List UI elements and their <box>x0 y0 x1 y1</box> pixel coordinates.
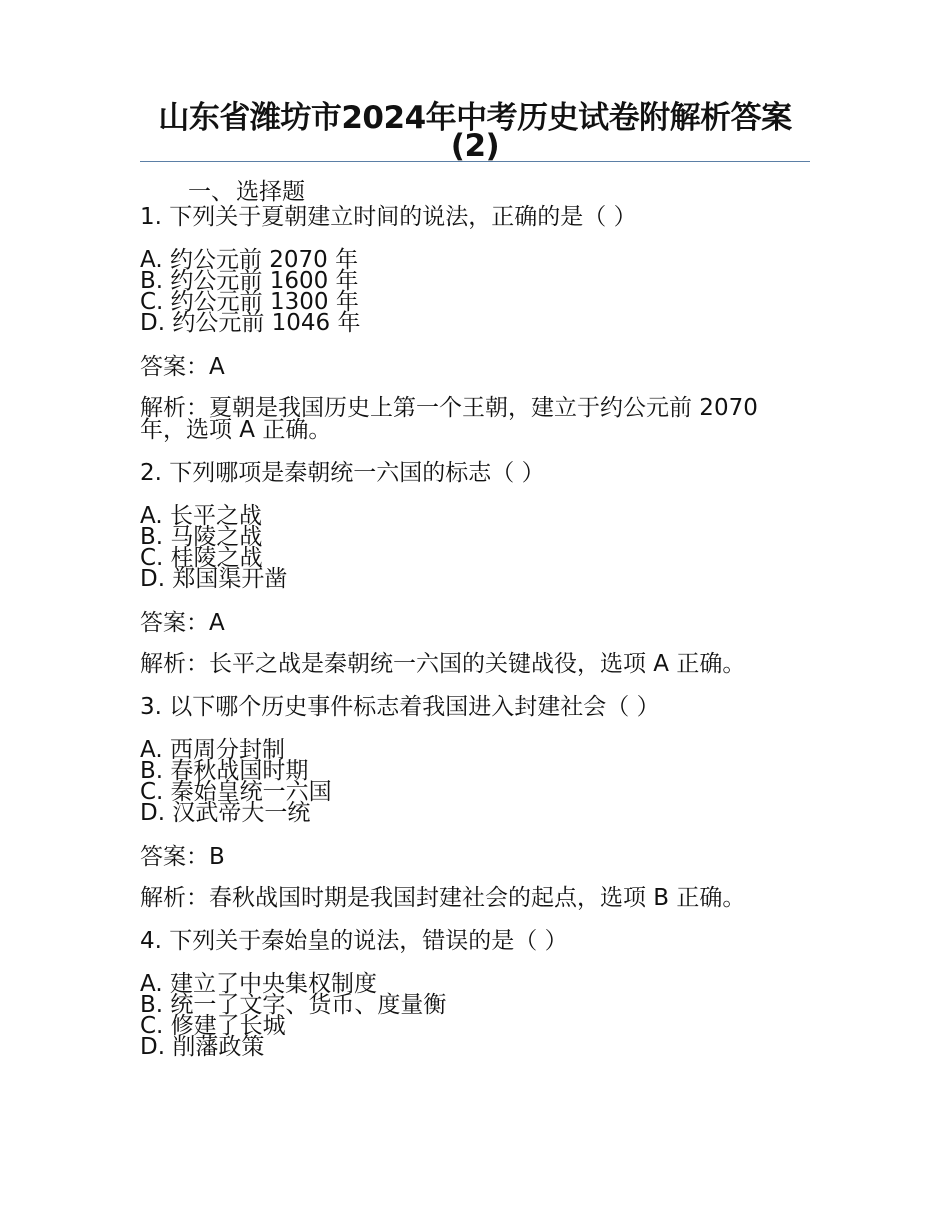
option-d: D. 汉武帝大一统 <box>140 800 311 826</box>
document-title: 山东省潍坊市2024年中考历史试卷附解析答案(2) <box>158 100 792 164</box>
question-stem: 1. 下列关于夏朝建立时间的说法，正确的是（ ） <box>140 204 637 230</box>
section-label: 选择题 <box>236 179 305 205</box>
option-d: D. 约公元前 1046 年 <box>140 310 361 336</box>
option-c: C. 秦始皇统一六国 <box>140 779 332 805</box>
answer-value: A <box>209 354 225 380</box>
option-a: A. 建立了中央集权制度 <box>140 971 377 997</box>
question-stem: 3. 以下哪个历史事件标志着我国进入封建社会（ ） <box>140 694 660 720</box>
option-b: B. 春秋战国时期 <box>140 758 309 784</box>
title-divider <box>140 161 810 162</box>
option-a: A. 西周分封制 <box>140 737 285 763</box>
analysis-label: 解析： <box>140 651 209 677</box>
question-item <box>140 693 810 909</box>
answer-value: B <box>209 844 225 870</box>
option-c: C. 修建了长城 <box>140 1013 286 1039</box>
answer-line <box>140 609 810 637</box>
analysis-label: 解析： <box>140 885 209 911</box>
option-b: B. 统一了文字、货币、度量衡 <box>140 992 447 1018</box>
option-b: B. 马陵之战 <box>140 524 263 550</box>
question-stem: 2. 下列哪项是秦朝统一六国的标志（ ） <box>140 460 545 486</box>
answer-label: 答案： <box>140 354 209 380</box>
option-list <box>140 503 810 592</box>
analysis-label: 解析： <box>140 395 209 421</box>
answer-value: A <box>209 610 225 636</box>
question-stem: 4. 下列关于秦始皇的说法，错误的是（ ） <box>140 928 568 954</box>
option-c: C. 约公元前 1300 年 <box>140 289 359 315</box>
answer-label: 答案： <box>140 610 209 636</box>
option-list <box>140 971 810 1060</box>
analysis-text: 长平之战是秦朝统一六国的关键战役，选项 A 正确。 <box>209 651 746 677</box>
option-b: B. 约公元前 1600 年 <box>140 268 359 294</box>
option-list <box>140 737 810 826</box>
analysis-line <box>140 887 810 909</box>
option-a: A. 长平之战 <box>140 503 262 529</box>
question-list <box>140 203 810 1077</box>
question-item <box>140 459 810 675</box>
answer-line <box>140 843 810 871</box>
analysis-line <box>140 397 810 441</box>
answer-label: 答案： <box>140 844 209 870</box>
analysis-text: 夏朝是我国历史上第一个王朝，建立于约公元前 2070 年，选项 A 正确。 <box>140 395 758 443</box>
analysis-text: 春秋战国时期是我国封建社会的起点，选项 B 正确。 <box>209 885 746 911</box>
section-number: 一、 <box>188 179 234 205</box>
section-heading <box>188 180 305 204</box>
option-d: D. 郑国渠开凿 <box>140 566 288 592</box>
answer-line <box>140 353 810 381</box>
option-list <box>140 247 810 336</box>
analysis-line <box>140 653 810 675</box>
option-a: A. 约公元前 2070 年 <box>140 247 359 273</box>
option-d: D. 削藩政策 <box>140 1034 265 1060</box>
option-c: C. 桂陵之战 <box>140 545 263 571</box>
question-item <box>140 203 810 441</box>
question-item <box>140 927 810 1058</box>
